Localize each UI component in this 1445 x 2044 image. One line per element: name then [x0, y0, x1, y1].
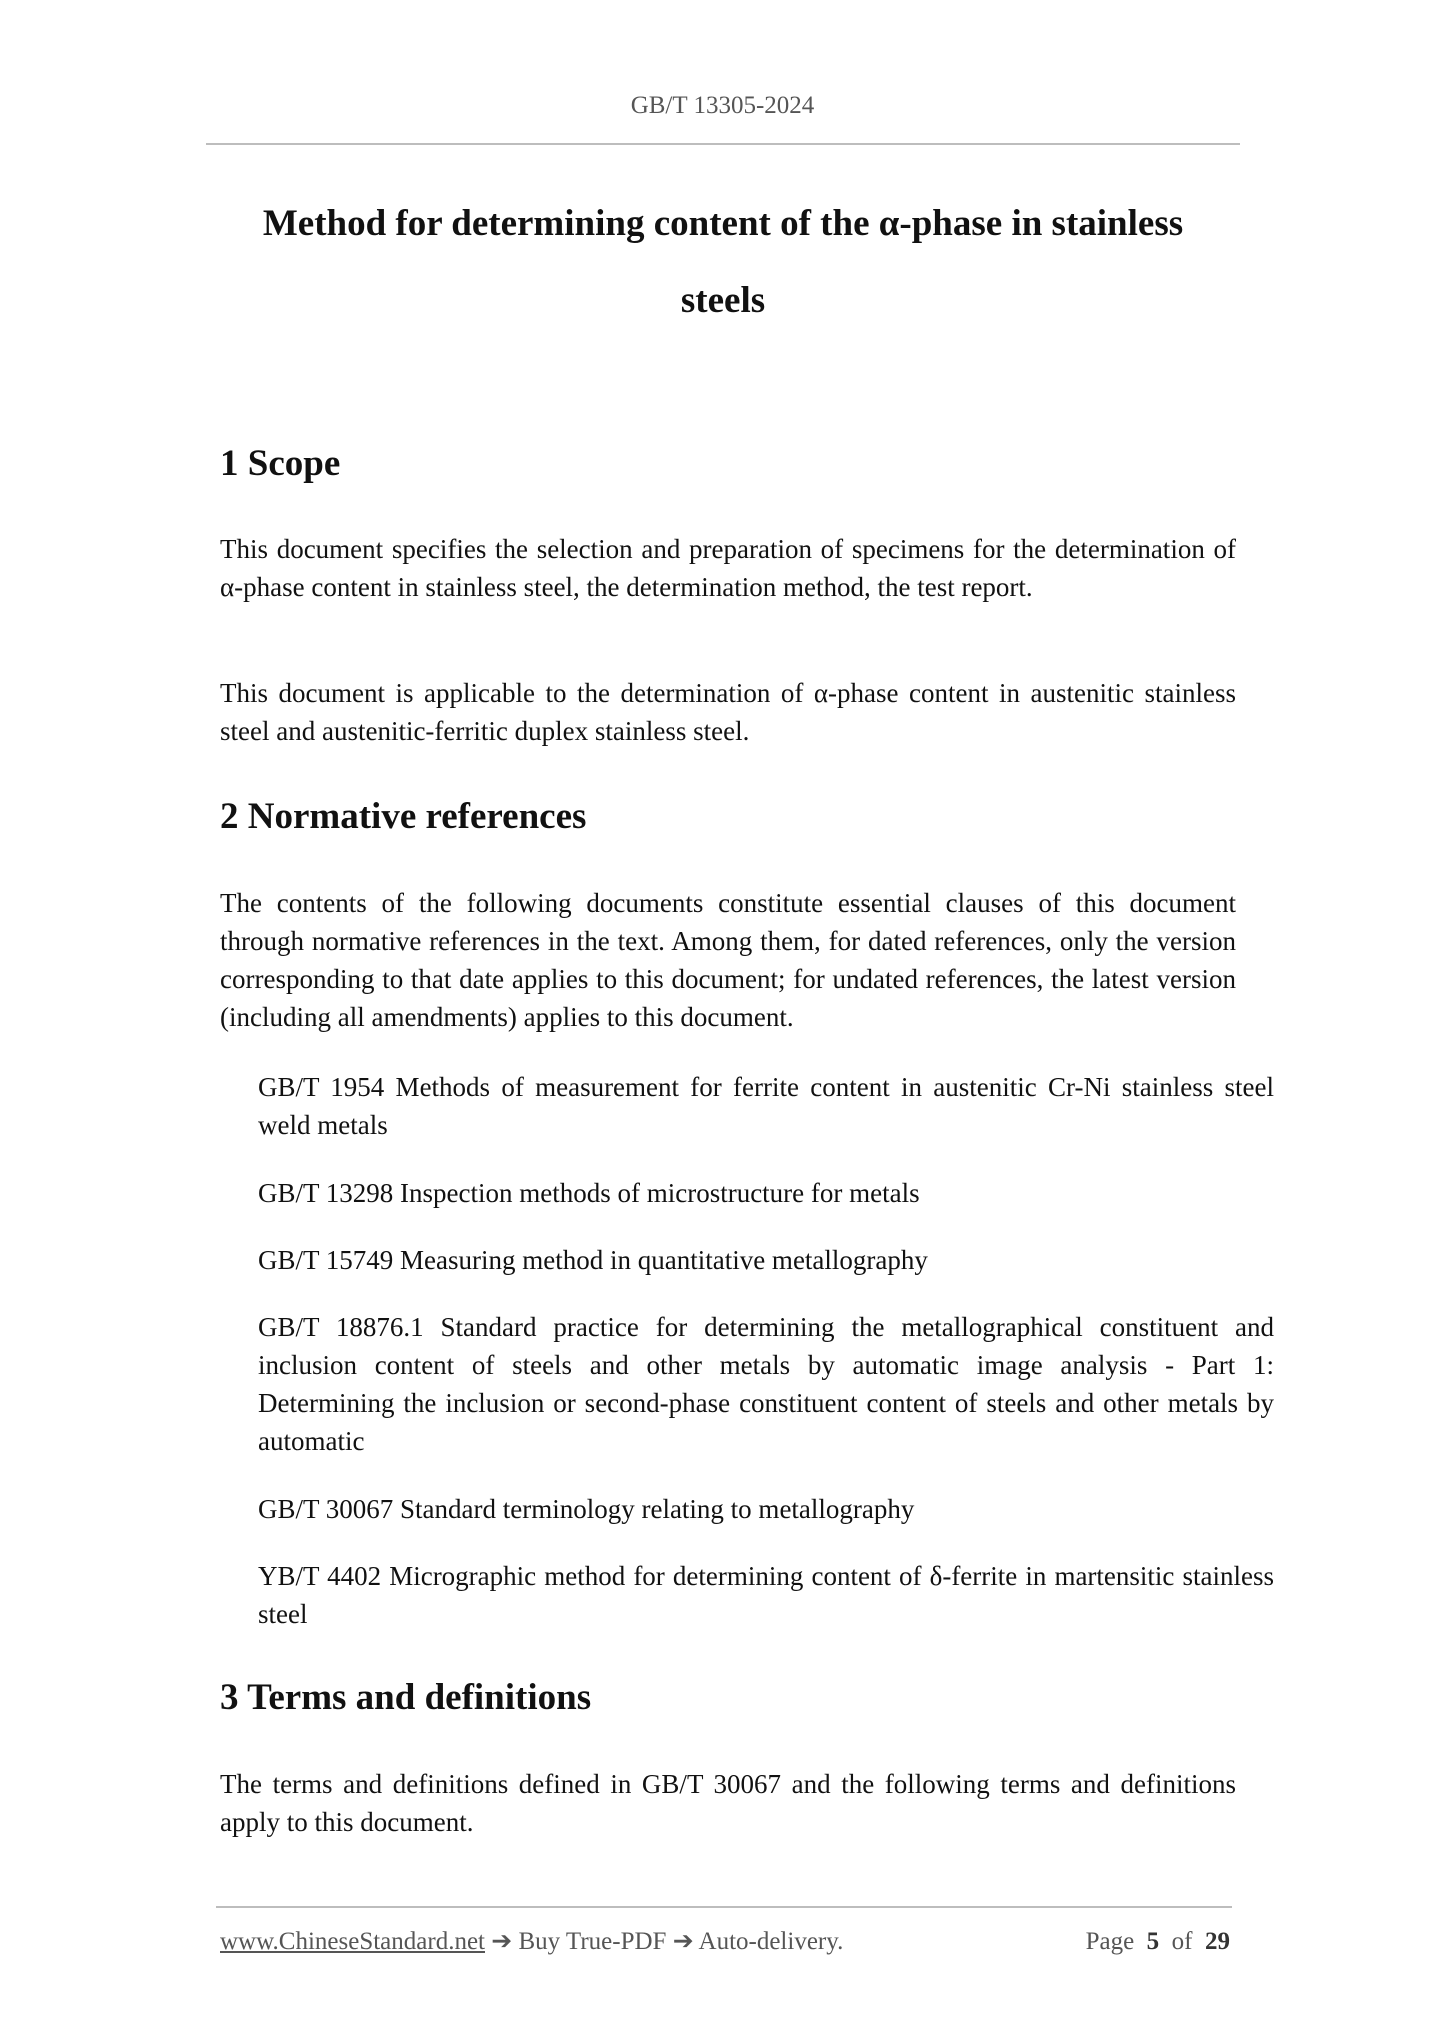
scope-paragraph-1: This document specifies the selection and preparation of specimens for the determination of α-phase content in stainless steel, the determination method, the test report. — [220, 534, 1236, 602]
buy-true-pdf-text: Buy True-PDF — [518, 1928, 667, 1955]
running-header: GB/T 13305-2024 — [630, 92, 815, 119]
page-of-label: of — [1171, 1928, 1193, 1955]
reference-item: GB/T 15749 Measuring method in quantitative metallography — [258, 1245, 928, 1275]
arrow-right-icon: ➔ — [672, 1928, 694, 1955]
arrow-right-icon: ➔ — [491, 1928, 513, 1955]
footer-divider — [216, 1906, 1232, 1908]
reference-item: GB/T 1954 Methods of measurement for ferrite content in austenitic Cr-Ni stainless steel weld metals — [258, 1072, 1274, 1140]
reference-item: GB/T 30067 Standard terminology relating to metallography — [258, 1494, 915, 1524]
page-footer — [220, 1926, 1230, 1956]
reference-item: GB/T 13298 Inspection methods of microstructure for metals — [258, 1178, 920, 1208]
current-page-number: 5 — [1146, 1928, 1160, 1955]
terms-paragraph: The terms and definitions defined in GB/T 30067 and the following terms and definitions apply to this document. — [220, 1769, 1236, 1837]
document-title-line-2: steels — [680, 280, 766, 321]
reference-item: YB/T 4402 Micrographic method for determining content of δ-ferrite in martensitic stainless steel — [258, 1561, 1274, 1629]
total-page-count: 29 — [1205, 1928, 1230, 1955]
section-heading-scope: 1 Scope — [220, 443, 341, 484]
section-heading-normative-references: 2 Normative references — [220, 796, 587, 837]
scope-paragraph-2: This document is applicable to the determination of α-phase content in austenitic stainless steel and austenitic-ferritic duplex stainless steel. — [220, 678, 1236, 746]
page-indicator — [1086, 1928, 1230, 1956]
reference-item: GB/T 18876.1 Standard practice for determining the metallographical constituent and inclusion content of steels and other metals by automatic image analysis - Part 1: Determining the inclusion or second-phase constituent content of steels and other metals by automatic — [258, 1312, 1274, 1456]
header-divider — [206, 143, 1240, 145]
page-label: Page — [1085, 1928, 1135, 1955]
website-link[interactable]: www.ChineseStandard.net — [220, 1928, 485, 1955]
normative-intro-paragraph: The contents of the following documents constitute essential clauses of this document through normative references in the text. Among them, for dated references, only the version corresponding to that date applies to this document; for undated references, the latest version (including all amendments) applies to this document. — [220, 888, 1236, 1032]
document-title-line-1: Method for determining content of the α-phase in stainless — [262, 203, 1184, 244]
section-heading-terms-and-definitions: 3 Terms and definitions — [220, 1677, 592, 1718]
auto-delivery-text: Auto-delivery. — [698, 1928, 844, 1955]
footer-promo — [220, 1926, 843, 1956]
document-title — [206, 185, 1240, 339]
